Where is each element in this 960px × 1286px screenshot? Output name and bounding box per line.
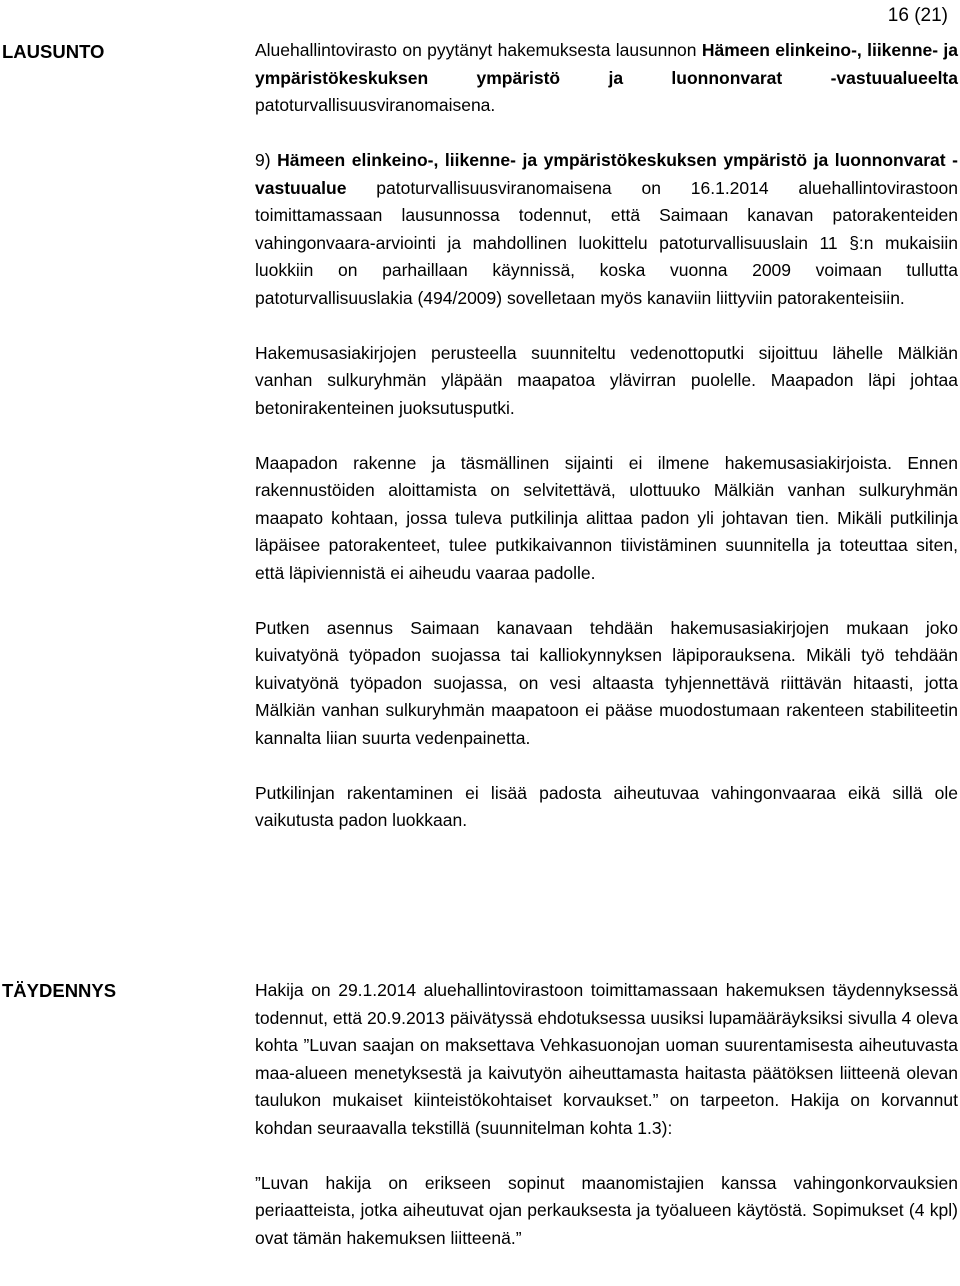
page-number: 16 (21): [887, 5, 948, 26]
paragraph-putkilinjan-rakentaminen: Putkilinjan rakentaminen ei lisää padosta aiheutuvaa vahingonvaaraa eikä sillä ole vaikutusta padon luokkaan.: [255, 782, 958, 830]
intro-text: Aluehallintovirasto on pyytänyt hakemuksesta lausunnon: [255, 40, 702, 60]
item-9-bold-authority: Hämeen elinkeino-, liikenne- ja ympäristökeskuksen ympäristö ja luonnonvarat -vastuualue: [255, 150, 958, 198]
paragraph-vedenottoputki: Hakemusasiakirjojen perusteella suunniteltu vedenottoputki sijoittuu lähelle Mälkiän vanhan sulkuryhmän yläpään maapatoa ylävirran puolelle. Maapadon läpi johtaa betonirakenteinen juoksutusputki.: [255, 342, 958, 418]
section-label-lausunto: LAUSUNTO: [2, 41, 105, 62]
intro-tail: patoturvallisuusviranomaisena.: [255, 95, 496, 115]
taydennys-content: [255, 977, 958, 1252]
item-9-number: 9): [255, 150, 278, 170]
item-9-text: patoturvallisuusviranomaisena on 16.1.2014 aluehallintovirastoon toimittamassaan lausunnossa todennut, että Saimaan kanavan patorakenteiden vahingonvaara-arviointi ja mahdollinen luokittelu patoturvallisuuslain 11 §:n mukaisiin luokkiin on parhaillaan käynnissä, koska vuonna 2009 voimaan tullutta patoturvallisuuslakia (494/2009) sovelletaan myös kanaviin liittyviin patorakenteisiin.: [255, 177, 958, 308]
section-label-taydennys: TÄYDENNYS: [2, 980, 117, 1001]
lausunto-content: [255, 37, 958, 835]
lausunto-intro-paragraph: [255, 37, 958, 120]
intro-bold-authority: Hämeen elinkeino-, liikenne- ja ympäristökeskuksen ympäristö ja luonnonvarat -vastuualueelta: [255, 40, 958, 88]
paragraph-hakijan-taydennys: Hakija on 29.1.2014 aluehallintovirastoon toimittamassaan hakemuksen täydennyksessä todennut, että 20.9.2013 päivätyssä ehdotuksessa uusiksi lupamääräyksiksi sivulla 4 oleva kohta ”Luvan saajan on maksettava Vehkasuonojan uoman suurentamisesta aiheutuvasta maa-alueen menetyksestä ja kaivutyön aiheuttamasta haitasta päätöksen liitteenä olevan taulukon mukaiset kiinteistökohtaiset korvaukset.” on tarpeeton. Hakija on korvannut kohdan seuraavalla tekstillä (suunnitelman kohta 1.3):: [255, 980, 958, 1138]
paragraph-putken-asennus: Putken asennus Saimaan kanavaan tehdään hakemusasiakirjojen mukaan joko kuivatyönä työpadon suojassa tai kalliokynnyksen läpiporauksena. Mikäli työ tehdään kuivatyönä työpadon suojassa, on vesi altaasta tyhjennettävä riittävän hitaasti, jotta Mälkiän vanhan sulkuryhmän maapatoon ei pääse muodostumaan rakenteen stabiliteetin kannalta liian suurta vedenpainetta.: [255, 617, 958, 748]
paragraph-maapadon-rakenne: Maapadon rakenne ja täsmällinen sijainti ei ilmene hakemusasiakirjoista. Ennen rakennustöiden aloittamista on selvitettävä, ulottuuko Mälkiän vanhan sulkuryhmän maapato kohtaan, jossa tuleva putkilinja alittaa padon yli johtavan tien. Mikäli putkilinja läpäisee patorakenteet, tulee putkikaivannon tiivistäminen suunnitella ja toteuttaa siten, että läpiviennistä ei aiheudu vaaraa padolle.: [255, 452, 958, 583]
quoted-replacement-text: ”Luvan hakija on erikseen sopinut maanomistajien kanssa vahingonkorvauksien periaatteista, jotka aiheutuvat ojan perkauksesta ja työalueen käytöstä. Sopimukset (4 kpl) ovat tämän hakemuksen liitteenä.”: [255, 1172, 958, 1248]
item-9-paragraph: [255, 147, 958, 312]
